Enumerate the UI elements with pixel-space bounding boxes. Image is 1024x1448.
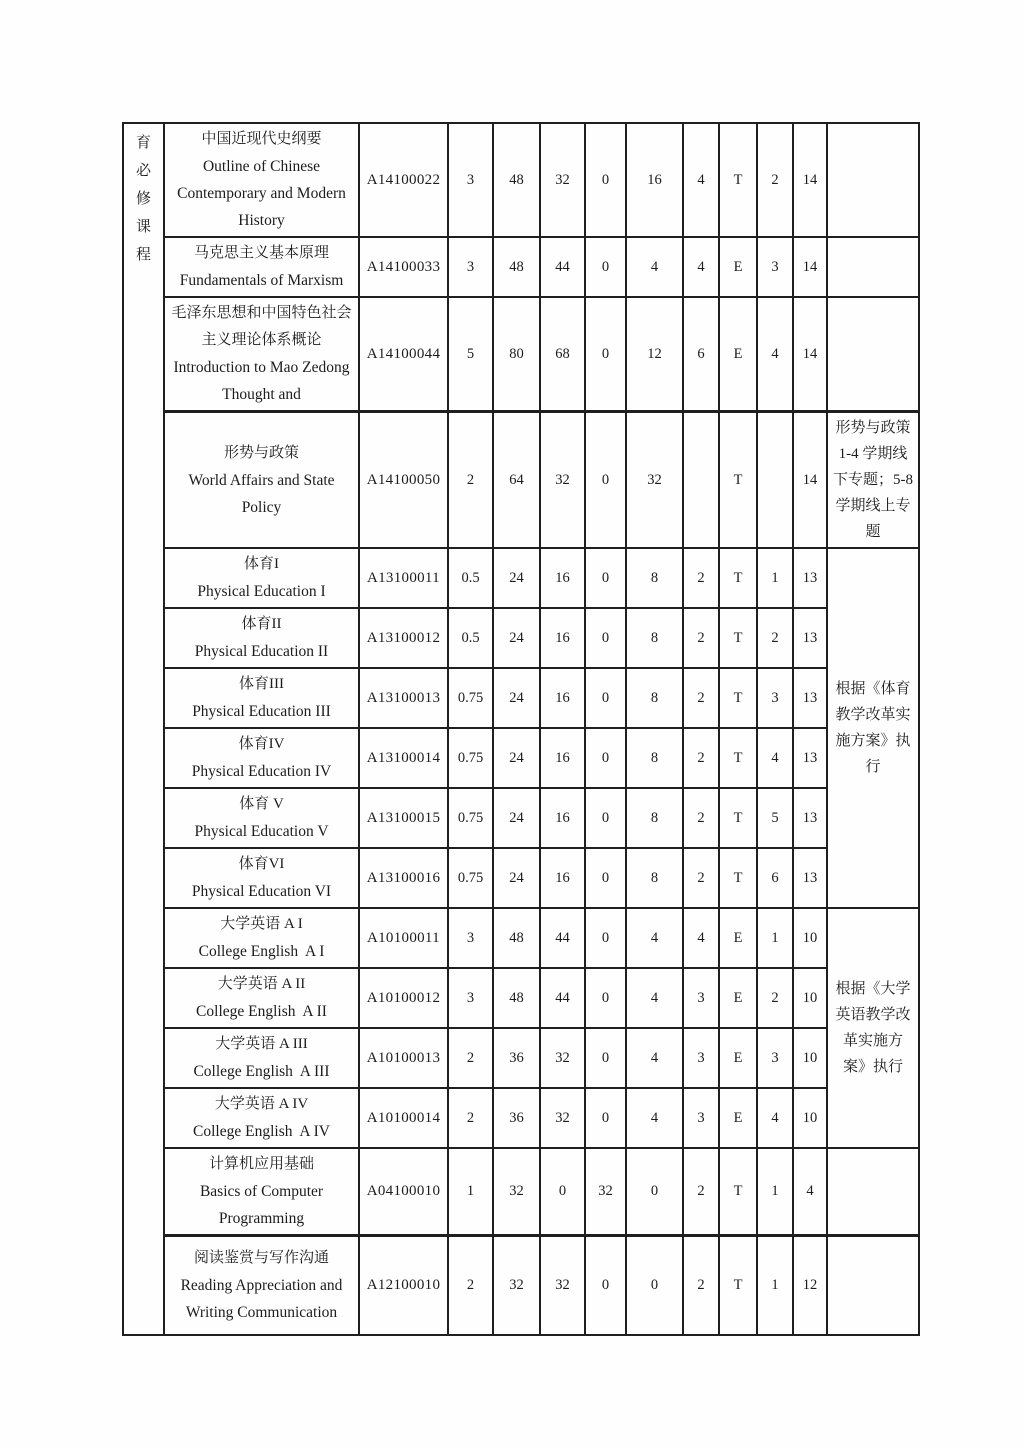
exam-type-cell: E <box>719 1028 757 1088</box>
lecture-hours-cell: 16 <box>540 668 585 728</box>
semester-cell: 4 <box>757 297 793 412</box>
credits-cell: 0.75 <box>448 728 493 788</box>
course-code-cell: A13100014 <box>359 728 448 788</box>
weekly-hours-cell: 2 <box>683 728 719 788</box>
course-code-cell: A13100012 <box>359 608 448 668</box>
semester-cell <box>757 412 793 549</box>
table-row <box>123 412 919 549</box>
credits-cell: 2 <box>448 1028 493 1088</box>
course-name-zh: 体育 V <box>239 796 284 812</box>
course-name-en: Reading Appreciation and Writing Communication <box>180 1276 347 1321</box>
course-code-cell: A10100012 <box>359 968 448 1028</box>
semester-cell: 2 <box>757 123 793 237</box>
lecture-hours-cell: 32 <box>540 1028 585 1088</box>
lecture-hours-cell: 16 <box>540 788 585 848</box>
credits-cell: 3 <box>448 237 493 297</box>
note-cell <box>827 1148 919 1236</box>
weeks-cell: 10 <box>793 1028 827 1088</box>
lab-hours-cell: 0 <box>585 297 626 412</box>
practice-hours-cell: 0 <box>626 1148 683 1236</box>
credits-cell: 3 <box>448 968 493 1028</box>
total-hours-cell: 24 <box>493 548 540 608</box>
course-code-cell: A10100013 <box>359 1028 448 1088</box>
weeks-cell: 14 <box>793 297 827 412</box>
course-code-cell: A14100022 <box>359 123 448 237</box>
lecture-hours-cell: 32 <box>540 1088 585 1148</box>
course-name-cell <box>164 788 359 848</box>
course-code-cell: A13100011 <box>359 548 448 608</box>
practice-hours-cell: 4 <box>626 908 683 968</box>
course-name-zh: 体育IV <box>238 736 285 752</box>
weeks-cell: 13 <box>793 848 827 908</box>
table-row <box>123 1236 919 1335</box>
lab-hours-cell: 0 <box>585 237 626 297</box>
course-name-cell <box>164 848 359 908</box>
credits-cell: 2 <box>448 412 493 549</box>
course-name-zh: 马克思主义基本原理 <box>193 245 329 261</box>
course-name-en: College English A I <box>198 943 325 960</box>
practice-hours-cell: 8 <box>626 608 683 668</box>
total-hours-cell: 24 <box>493 788 540 848</box>
total-hours-cell: 36 <box>493 1088 540 1148</box>
weekly-hours-cell <box>683 412 719 549</box>
course-name-cell <box>164 1236 359 1335</box>
weekly-hours-cell: 2 <box>683 1148 719 1236</box>
lecture-hours-cell: 32 <box>540 123 585 237</box>
lab-hours-cell: 0 <box>585 1028 626 1088</box>
course-name-en: World Affairs and State Policy <box>188 471 339 516</box>
table-row <box>123 1148 919 1236</box>
weeks-cell: 13 <box>793 548 827 608</box>
course-name-cell <box>164 1088 359 1148</box>
course-name-en: Physical Education V <box>194 823 329 840</box>
course-name-zh: 大学英语 A III <box>215 1036 308 1052</box>
lecture-hours-cell: 16 <box>540 848 585 908</box>
course-name-en: Physical Education I <box>197 583 326 600</box>
table-row <box>123 1088 919 1148</box>
semester-cell: 4 <box>757 1088 793 1148</box>
weeks-cell: 13 <box>793 668 827 728</box>
note-cell <box>827 1236 919 1335</box>
course-code-cell: A13100013 <box>359 668 448 728</box>
total-hours-cell: 32 <box>493 1148 540 1236</box>
table-row <box>123 297 919 412</box>
table-row <box>123 608 919 668</box>
weeks-cell: 10 <box>793 968 827 1028</box>
table-row <box>123 728 919 788</box>
semester-cell: 3 <box>757 1028 793 1088</box>
credits-cell: 0.5 <box>448 548 493 608</box>
semester-cell: 1 <box>757 1148 793 1236</box>
table-row <box>123 908 919 968</box>
weeks-cell: 14 <box>793 237 827 297</box>
lecture-hours-cell: 32 <box>540 1236 585 1335</box>
semester-cell: 3 <box>757 668 793 728</box>
exam-type-cell: E <box>719 237 757 297</box>
course-name-en: College English A II <box>196 1003 327 1020</box>
weeks-cell: 14 <box>793 123 827 237</box>
lab-hours-cell: 0 <box>585 1088 626 1148</box>
note-cell <box>827 297 919 412</box>
course-name-zh: 体育II <box>241 616 282 632</box>
table-row <box>123 123 919 237</box>
practice-hours-cell: 12 <box>626 297 683 412</box>
table-row <box>123 237 919 297</box>
weekly-hours-cell: 4 <box>683 123 719 237</box>
table-row <box>123 968 919 1028</box>
total-hours-cell: 36 <box>493 1028 540 1088</box>
semester-cell: 1 <box>757 548 793 608</box>
note-cell: 根据《大学英语教学改革实施方案》执行 <box>827 908 919 1148</box>
credits-cell: 0.75 <box>448 668 493 728</box>
credits-cell: 2 <box>448 1236 493 1335</box>
weekly-hours-cell: 2 <box>683 548 719 608</box>
weekly-hours-cell: 2 <box>683 788 719 848</box>
course-name-en: Outline of Chinese Contemporary and Modern History <box>177 158 350 229</box>
weekly-hours-cell: 2 <box>683 668 719 728</box>
course-name-zh: 体育I <box>244 556 279 572</box>
lecture-hours-cell: 44 <box>540 237 585 297</box>
exam-type-cell: T <box>719 668 757 728</box>
course-name-en: Physical Education II <box>194 643 329 660</box>
course-code-cell: A14100050 <box>359 412 448 549</box>
semester-cell: 6 <box>757 848 793 908</box>
practice-hours-cell: 8 <box>626 668 683 728</box>
lecture-hours-cell: 16 <box>540 548 585 608</box>
weeks-cell: 13 <box>793 728 827 788</box>
practice-hours-cell: 4 <box>626 1028 683 1088</box>
semester-cell: 1 <box>757 1236 793 1335</box>
course-name-cell <box>164 123 359 237</box>
table-row <box>123 788 919 848</box>
weekly-hours-cell: 6 <box>683 297 719 412</box>
course-name-en: Introduction to Mao Zedong Thought and <box>173 359 354 403</box>
course-code-cell: A14100033 <box>359 237 448 297</box>
exam-type-cell: T <box>719 848 757 908</box>
semester-cell: 2 <box>757 968 793 1028</box>
practice-hours-cell: 4 <box>626 237 683 297</box>
course-code-cell: A13100016 <box>359 848 448 908</box>
weeks-cell: 13 <box>793 788 827 848</box>
course-name-zh: 中国近现代史纲要 <box>201 131 322 147</box>
course-name-cell <box>164 548 359 608</box>
course-code-cell: A10100011 <box>359 908 448 968</box>
exam-type-cell: E <box>719 908 757 968</box>
credits-cell: 0.75 <box>448 788 493 848</box>
note-cell: 形势与政策 1-4 学期线下专题；5-8 学期线上专题 <box>827 412 919 549</box>
exam-type-cell: T <box>719 608 757 668</box>
lecture-hours-cell: 68 <box>540 297 585 412</box>
practice-hours-cell: 32 <box>626 412 683 549</box>
lab-hours-cell: 0 <box>585 908 626 968</box>
lab-hours-cell: 0 <box>585 1236 626 1335</box>
lab-hours-cell: 32 <box>585 1148 626 1236</box>
credits-cell: 3 <box>448 123 493 237</box>
lecture-hours-cell: 0 <box>540 1148 585 1236</box>
exam-type-cell: E <box>719 297 757 412</box>
lecture-hours-cell: 44 <box>540 968 585 1028</box>
total-hours-cell: 64 <box>493 412 540 549</box>
course-name-cell <box>164 297 359 412</box>
practice-hours-cell: 8 <box>626 788 683 848</box>
course-name-cell <box>164 412 359 549</box>
lab-hours-cell: 0 <box>585 968 626 1028</box>
course-name-en: Physical Education III <box>192 703 331 720</box>
weekly-hours-cell: 2 <box>683 848 719 908</box>
exam-type-cell: T <box>719 1236 757 1335</box>
semester-cell: 3 <box>757 237 793 297</box>
weekly-hours-cell: 4 <box>683 908 719 968</box>
course-name-en: Basics of Computer Programming <box>199 1183 327 1227</box>
semester-cell: 4 <box>757 728 793 788</box>
lecture-hours-cell: 16 <box>540 608 585 668</box>
course-name-zh: 大学英语 A IV <box>214 1096 309 1112</box>
total-hours-cell: 48 <box>493 237 540 297</box>
note-cell: 根据《体育教学改革实施方案》执行 <box>827 548 919 908</box>
exam-type-cell: T <box>719 548 757 608</box>
lab-hours-cell: 0 <box>585 412 626 549</box>
course-code-cell: A04100010 <box>359 1148 448 1236</box>
weeks-cell: 4 <box>793 1148 827 1236</box>
course-name-en: Fundamentals of Marxism <box>179 272 344 289</box>
weekly-hours-cell: 2 <box>683 608 719 668</box>
course-code-cell: A13100015 <box>359 788 448 848</box>
course-name-zh: 毛泽东思想和中国特色社会主义理论体系概论 <box>171 305 352 348</box>
note-cell <box>827 237 919 297</box>
exam-type-cell: T <box>719 412 757 549</box>
lecture-hours-cell: 32 <box>540 412 585 549</box>
weeks-cell: 12 <box>793 1236 827 1335</box>
course-name-zh: 阅读鉴赏与写作沟通 <box>193 1249 329 1266</box>
weeks-cell: 10 <box>793 908 827 968</box>
course-name-en: Physical Education VI <box>191 883 332 900</box>
practice-hours-cell: 4 <box>626 968 683 1028</box>
total-hours-cell: 48 <box>493 968 540 1028</box>
category-char: 课 <box>135 219 151 235</box>
note-cell <box>827 123 919 237</box>
category-char: 育 <box>135 135 151 151</box>
total-hours-cell: 48 <box>493 123 540 237</box>
course-name-zh: 形势与政策 <box>223 444 299 461</box>
total-hours-cell: 32 <box>493 1236 540 1335</box>
practice-hours-cell: 8 <box>626 848 683 908</box>
practice-hours-cell: 16 <box>626 123 683 237</box>
course-name-en: College English A IV <box>193 1123 330 1140</box>
practice-hours-cell: 0 <box>626 1236 683 1335</box>
credits-cell: 2 <box>448 1088 493 1148</box>
category-char: 程 <box>135 247 151 263</box>
weeks-cell: 14 <box>793 412 827 549</box>
lab-hours-cell: 0 <box>585 728 626 788</box>
weeks-cell: 10 <box>793 1088 827 1148</box>
credits-cell: 0.5 <box>448 608 493 668</box>
exam-type-cell: E <box>719 968 757 1028</box>
course-name-zh: 大学英语 A I <box>220 916 303 932</box>
course-name-cell <box>164 1028 359 1088</box>
lab-hours-cell: 0 <box>585 548 626 608</box>
lab-hours-cell: 0 <box>585 788 626 848</box>
category-char: 必 <box>135 163 151 179</box>
course-name-cell <box>164 908 359 968</box>
weekly-hours-cell: 2 <box>683 1236 719 1335</box>
exam-type-cell: T <box>719 123 757 237</box>
practice-hours-cell: 4 <box>626 1088 683 1148</box>
semester-cell: 1 <box>757 908 793 968</box>
lab-hours-cell: 0 <box>585 123 626 237</box>
course-name-cell <box>164 968 359 1028</box>
course-name-en: College English A III <box>193 1063 330 1080</box>
practice-hours-cell: 8 <box>626 728 683 788</box>
total-hours-cell: 24 <box>493 848 540 908</box>
table-row <box>123 1028 919 1088</box>
course-code-cell: A12100010 <box>359 1236 448 1335</box>
weekly-hours-cell: 3 <box>683 968 719 1028</box>
weekly-hours-cell: 3 <box>683 1028 719 1088</box>
course-name-cell <box>164 668 359 728</box>
lecture-hours-cell: 44 <box>540 908 585 968</box>
semester-cell: 5 <box>757 788 793 848</box>
table-row <box>123 848 919 908</box>
course-name-zh: 体育VI <box>238 856 285 872</box>
lecture-hours-cell: 16 <box>540 728 585 788</box>
category-label-cell <box>123 123 164 1335</box>
exam-type-cell: T <box>719 788 757 848</box>
course-name-cell <box>164 1148 359 1236</box>
course-name-zh: 体育III <box>239 676 284 692</box>
total-hours-cell: 24 <box>493 728 540 788</box>
total-hours-cell: 24 <box>493 668 540 728</box>
total-hours-cell: 48 <box>493 908 540 968</box>
course-code-cell: A14100044 <box>359 297 448 412</box>
total-hours-cell: 24 <box>493 608 540 668</box>
course-code-cell: A10100014 <box>359 1088 448 1148</box>
weekly-hours-cell: 4 <box>683 237 719 297</box>
course-name-cell <box>164 237 359 297</box>
lab-hours-cell: 0 <box>585 848 626 908</box>
course-name-cell <box>164 728 359 788</box>
course-name-cell <box>164 608 359 668</box>
semester-cell: 2 <box>757 608 793 668</box>
category-char: 修 <box>135 191 151 207</box>
table-row <box>123 548 919 608</box>
curriculum-table <box>122 122 920 1336</box>
practice-hours-cell: 8 <box>626 548 683 608</box>
lab-hours-cell: 0 <box>585 608 626 668</box>
weekly-hours-cell: 3 <box>683 1088 719 1148</box>
course-name-zh: 大学英语 A II <box>217 976 306 992</box>
credits-cell: 0.75 <box>448 848 493 908</box>
exam-type-cell: T <box>719 728 757 788</box>
lab-hours-cell: 0 <box>585 668 626 728</box>
credits-cell: 5 <box>448 297 493 412</box>
exam-type-cell: E <box>719 1088 757 1148</box>
table-row <box>123 668 919 728</box>
course-name-en: Physical Education IV <box>191 763 332 780</box>
total-hours-cell: 80 <box>493 297 540 412</box>
credits-cell: 3 <box>448 908 493 968</box>
exam-type-cell: T <box>719 1148 757 1236</box>
credits-cell: 1 <box>448 1148 493 1236</box>
weeks-cell: 13 <box>793 608 827 668</box>
course-name-zh: 计算机应用基础 <box>208 1156 314 1172</box>
